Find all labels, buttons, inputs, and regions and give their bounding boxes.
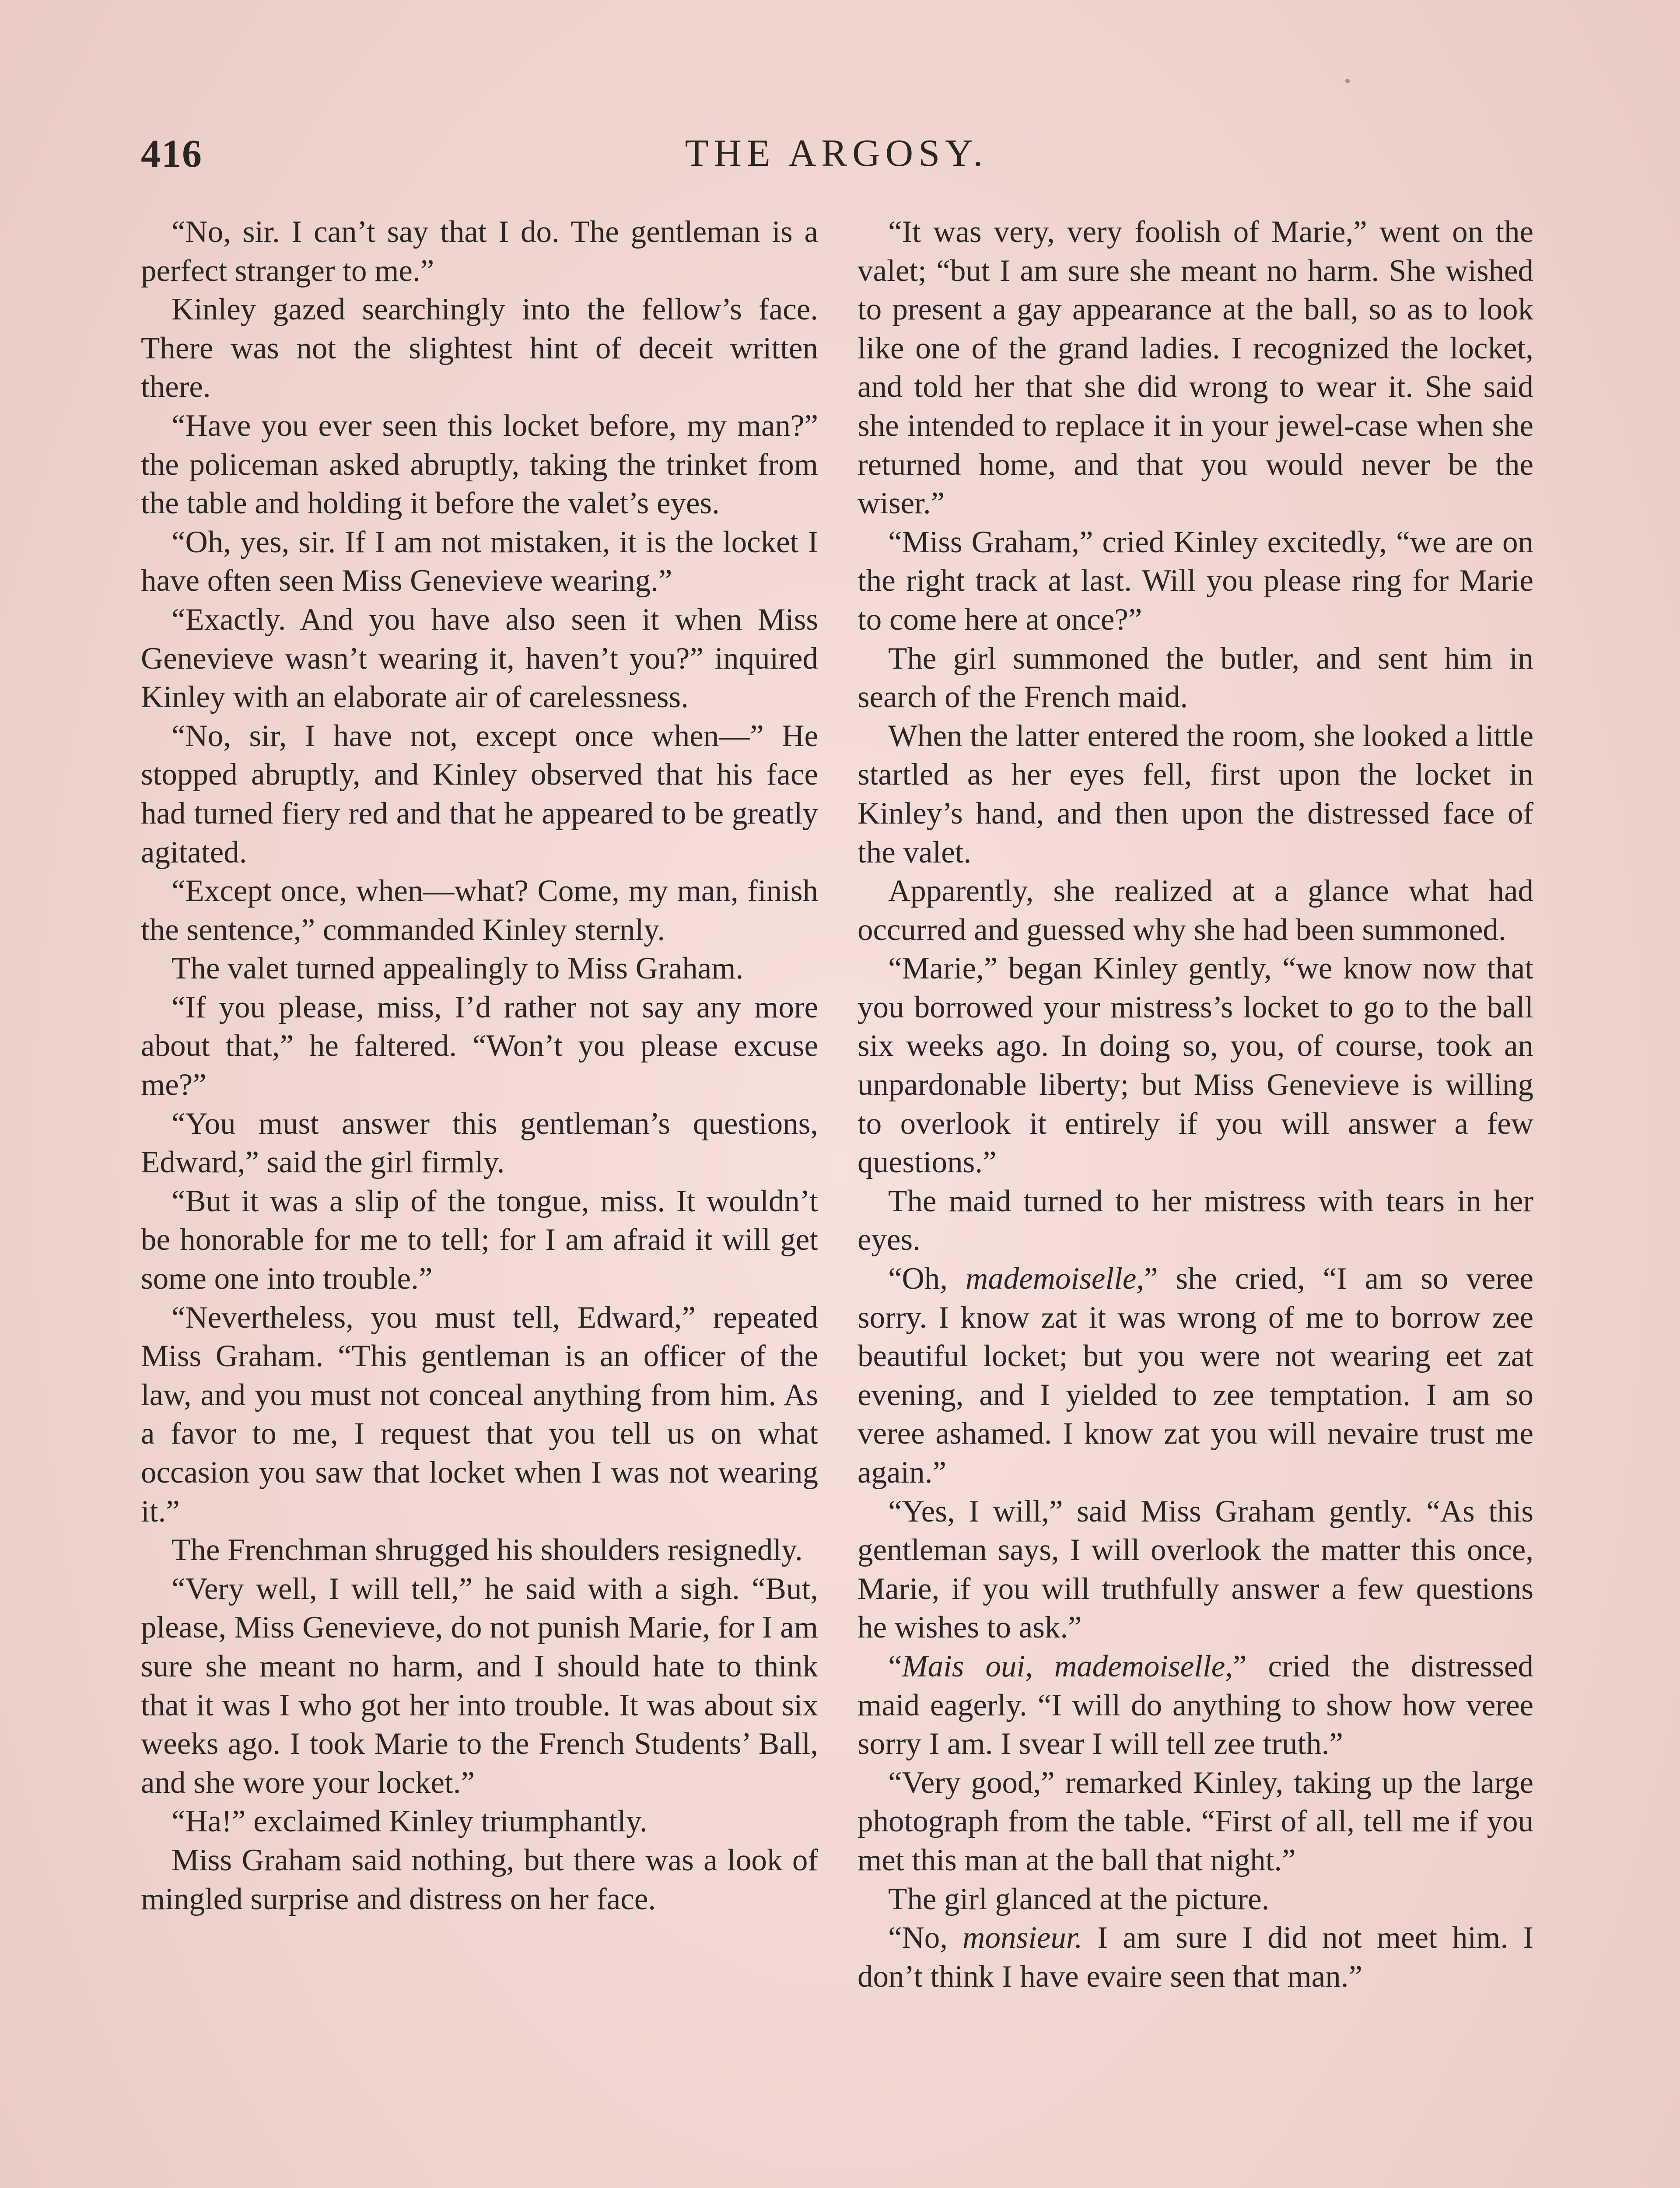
paragraph: The Frenchman shrugged his shoulders resignedly. xyxy=(172,1533,803,1567)
paragraph: “Exactly. And you have also seen it when Miss Genevieve wasn’t wearing it, haven’t you?” inquired Kinley with an elaborate air of carelessness. xyxy=(141,602,818,715)
paragraph: “But it was a slip of the tongue, miss. It wouldn’t be honorable for me to tell; for I am afraid it will get some one into trouble.” xyxy=(141,1184,818,1296)
page-number: 416 xyxy=(141,132,203,175)
paragraph: “Except once, when—what? Come, my man, finish the sentence,” commanded Kinley sternly. xyxy=(141,874,818,947)
paragraph: “Oh, yes, sir. If I am not mistaken, it is the locket I have often seen Miss Genevieve wearing.” xyxy=(141,525,818,598)
paragraph: Miss Graham said nothing, but there was a look of mingled surprise and distress on her face. xyxy=(141,1843,818,1916)
running-title: THE ARGOSY. xyxy=(685,132,988,175)
paragraph: “Marie,” began Kinley gently, “we know now that you borrowed your mistress’s locket to go to the ball six weeks ago. In doing so, you, of course, took an unpardonable liberty; but Miss Genevieve is willing to overlook it entirely if you will answer a few questions.” xyxy=(858,951,1533,1180)
paragraph: “Very good,” remarked Kinley, taking up the large photograph from the table. “First of all, tell me if you met this man at the ball that night.” xyxy=(858,1765,1533,1877)
paragraph: The girl summoned the butler, and sent him in search of the French maid. xyxy=(858,641,1533,715)
paragraph: “Have you ever seen this locket before, my man?” the policeman asked abruptly, taking the trinket from the table and holding it before the valet’s eyes. xyxy=(141,408,818,521)
paragraph: The girl glanced at the picture. xyxy=(888,1882,1270,1916)
paragraph: “You must answer this gentleman’s questions, Edward,” said the girl firmly. xyxy=(141,1106,818,1180)
right-column xyxy=(858,213,1533,2188)
paragraph: “Very well, I will tell,” he said with a sigh. “But, please, Miss Genevieve, do not punish Marie, for I am sure she meant no harm, and I should hate to think that it was I who got her into trouble. It was about six weeks ago. I took Marie to the French Students’ Ball, and she wore your locket.” xyxy=(141,1571,818,1800)
paragraph: Apparently, she realized at a glance what had occurred and guessed why she had been summoned. xyxy=(858,874,1533,947)
paragraph: “No, sir, I have not, except once when—” He stopped abruptly, and Kinley observed that his face had turned fiery red and that he appeared to be greatly agitated. xyxy=(141,719,818,870)
paragraph: “Nevertheless, you must tell, Edward,” repeated Miss Graham. “This gentleman is an officer of the law, and you must not conceal anything from him. As a favor to me, I request that you tell us on what occasion you saw that locket when I was not wearing it.” xyxy=(141,1300,818,1529)
paragraph: The maid turned to her mistress with tears in her eyes. xyxy=(858,1184,1533,1257)
paragraph: “Mais oui, mademoiselle,” cried the distressed maid eagerly. “I will do anything to show how veree sorry I am. I svear I will tell zee truth.” xyxy=(858,1649,1533,1761)
paragraph: “No, monsieur. I am sure I did not meet him. I don’t think I have evaire seen that man.” xyxy=(858,1921,1533,1994)
paragraph: “Oh, mademoiselle,” she cried, “I am so veree sorry. I know zat it was wrong of me to borrow zee beautiful locket; but you were not wearing eet zat evening, and I yielded to zee temptation. I am so veree ashamed. I know zat you will nevaire trust me again.” xyxy=(858,1262,1533,1490)
paragraph: “Ha!” exclaimed Kinley triumphantly. xyxy=(172,1804,648,1839)
paragraph: “Miss Graham,” cried Kinley excitedly, “we are on the right track at last. Will you please ring for Marie to come here at once?” xyxy=(858,525,1533,637)
paragraph: Kinley gazed searchingly into the fellow’s face. There was not the slightest hint of deceit written there. xyxy=(141,292,818,404)
left-column xyxy=(141,213,818,2188)
paragraph: “If you please, miss, I’d rather not say any more about that,” he faltered. “Won’t you please excuse me?” xyxy=(141,990,818,1102)
paragraph: When the latter entered the room, she looked a little startled as her eyes fell, first upon the locket in Kinley’s hand, and then upon the distressed face of the valet. xyxy=(858,719,1533,870)
paper-speck xyxy=(1345,79,1350,83)
paragraph: “Yes, I will,” said Miss Graham gently. “As this gentleman says, I will overlook the matter this once, Marie, if you will truthfully answer a few questions he wishes to ask.” xyxy=(858,1494,1533,1645)
paragraph: “It was very, very foolish of Marie,” went on the valet; “but I am sure she meant no harm. She wished to present a gay appearance at the ball, so as to look like one of the grand ladies. I recognized the locket, and told her that she did wrong to wear it. She said she intended to replace it in your jewel-case when she returned home, and that you would never be the wiser.” xyxy=(858,215,1533,521)
page-header xyxy=(141,131,1532,179)
paragraph: “No, sir. I can’t say that I do. The gentleman is a perfect stranger to me.” xyxy=(141,215,818,288)
paragraph: The valet turned appealingly to Miss Graham. xyxy=(172,951,744,986)
